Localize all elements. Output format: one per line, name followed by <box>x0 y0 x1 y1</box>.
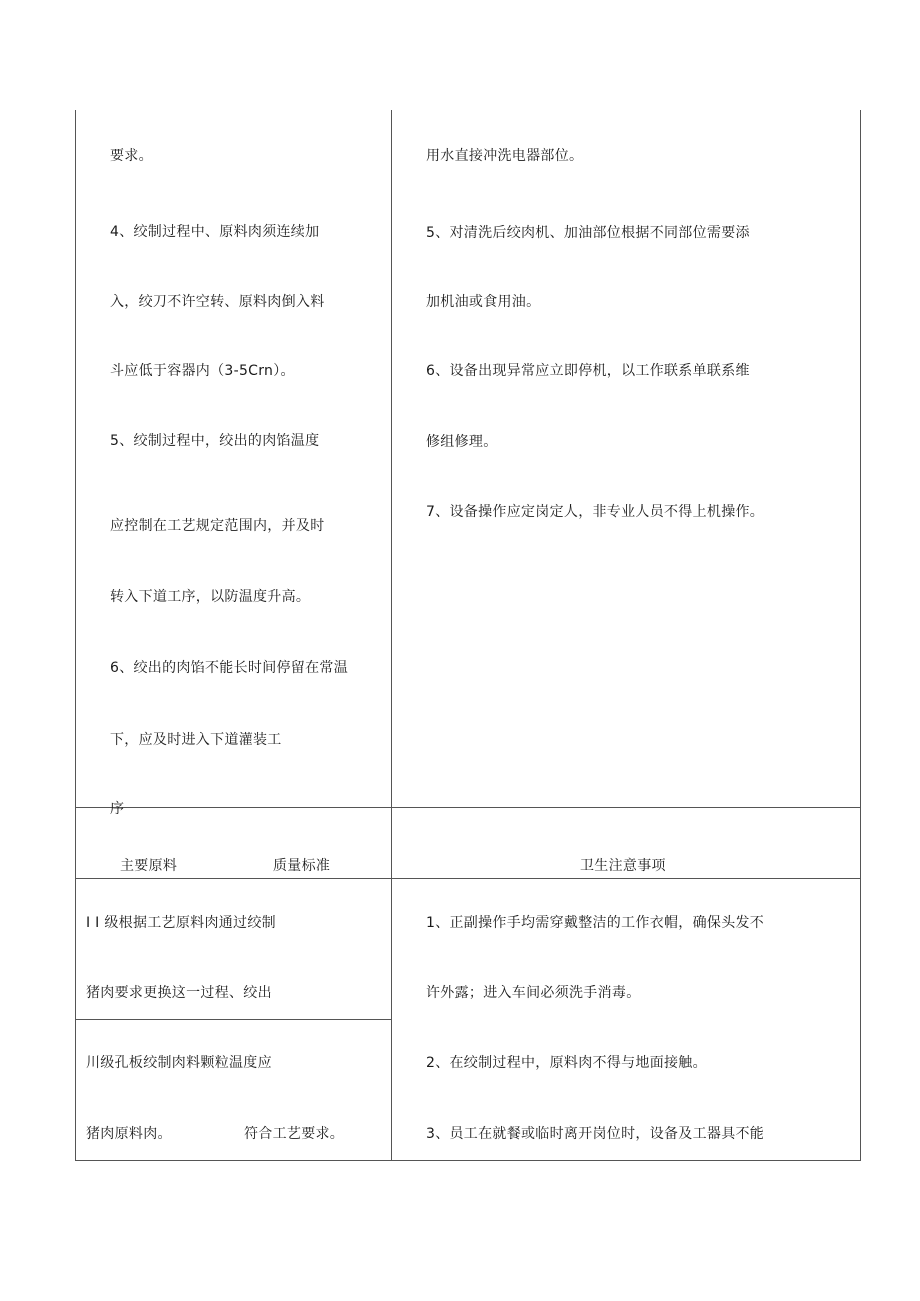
header-main-material: 主要原料 <box>120 858 178 874</box>
header-quality-standard: 质量标准 <box>273 858 331 874</box>
table-row-divider-1 <box>75 807 861 808</box>
header-hygiene-notes: 卫生注意事项 <box>580 858 666 874</box>
material-row1-line2: 猪肉要求更换这一过程、绞出 <box>86 985 272 1001</box>
table-divider-upper <box>391 110 392 808</box>
upper-left-clipped-line <box>110 796 170 817</box>
upper-right-line: 7、设备操作应定岗定人，非专业人员不得上机操作。 <box>426 504 765 520</box>
table-row-divider-3 <box>75 1019 391 1020</box>
hygiene-line: 3、员工在就餐或临时离开岗位时，设备及工器具不能 <box>426 1126 765 1142</box>
material-row2-line1: 川级孔板绞制肉料颗粒温度应 <box>86 1055 272 1071</box>
hygiene-line: 1、正副操作手均需穿戴整洁的工作衣帽，确保头发不 <box>426 915 765 931</box>
table-border-bottom <box>75 1160 861 1161</box>
upper-left-line: 5、绞制过程中，绞出的肉馅温度 <box>110 433 320 449</box>
upper-left-line: 4、绞制过程中、原料肉须连续加 <box>110 224 320 240</box>
material-row2-line2a: 猪肉原料肉。 <box>86 1126 172 1142</box>
table-divider-lower <box>391 807 392 1161</box>
upper-right-line: 修组修理。 <box>426 434 498 450</box>
material-row2-line2b: 符合工艺要求。 <box>244 1126 345 1142</box>
upper-right-line: 6、设备出现异常应立即停机，以工作联系单联系维 <box>426 363 750 379</box>
table-border-right-lower <box>860 807 861 1161</box>
material-row1-line1: I I 级根据工艺原料肉通过绞制 <box>86 915 276 931</box>
upper-left-line: 6、绞出的肉馅不能长时间停留在常温 <box>110 660 349 676</box>
table-row-divider-2 <box>75 878 861 879</box>
table-border-left-lower <box>75 807 76 1161</box>
upper-left-line: 入，绞刀不许空转、原料肉倒入料 <box>110 294 325 310</box>
upper-right-line: 5、对清洗后绞肉机、加油部位根据不同部位需要添 <box>426 225 750 241</box>
upper-left-line: 转入下道工序，以防温度升高。 <box>110 589 311 605</box>
upper-right-line: 加机油或食用油。 <box>426 294 541 310</box>
table-border-left-upper <box>75 110 76 808</box>
hygiene-line: 许外露；进入车间必须洗手消毒。 <box>426 985 641 1001</box>
hygiene-line: 2、在绞制过程中，原料肉不得与地面接触。 <box>426 1055 707 1071</box>
upper-left-line: 序 <box>110 801 125 817</box>
table-border-right-upper <box>860 110 861 808</box>
upper-left-line: 斗应低于容器内（3-5Crn）。 <box>110 363 295 379</box>
upper-left-line: 要求。 <box>110 148 153 164</box>
upper-right-line: 用水直接冲洗电器部位。 <box>426 148 584 164</box>
upper-left-line: 下，应及时进入下道灌装工 <box>110 732 282 748</box>
upper-left-line: 应控制在工艺规定范围内，并及时 <box>110 518 325 534</box>
